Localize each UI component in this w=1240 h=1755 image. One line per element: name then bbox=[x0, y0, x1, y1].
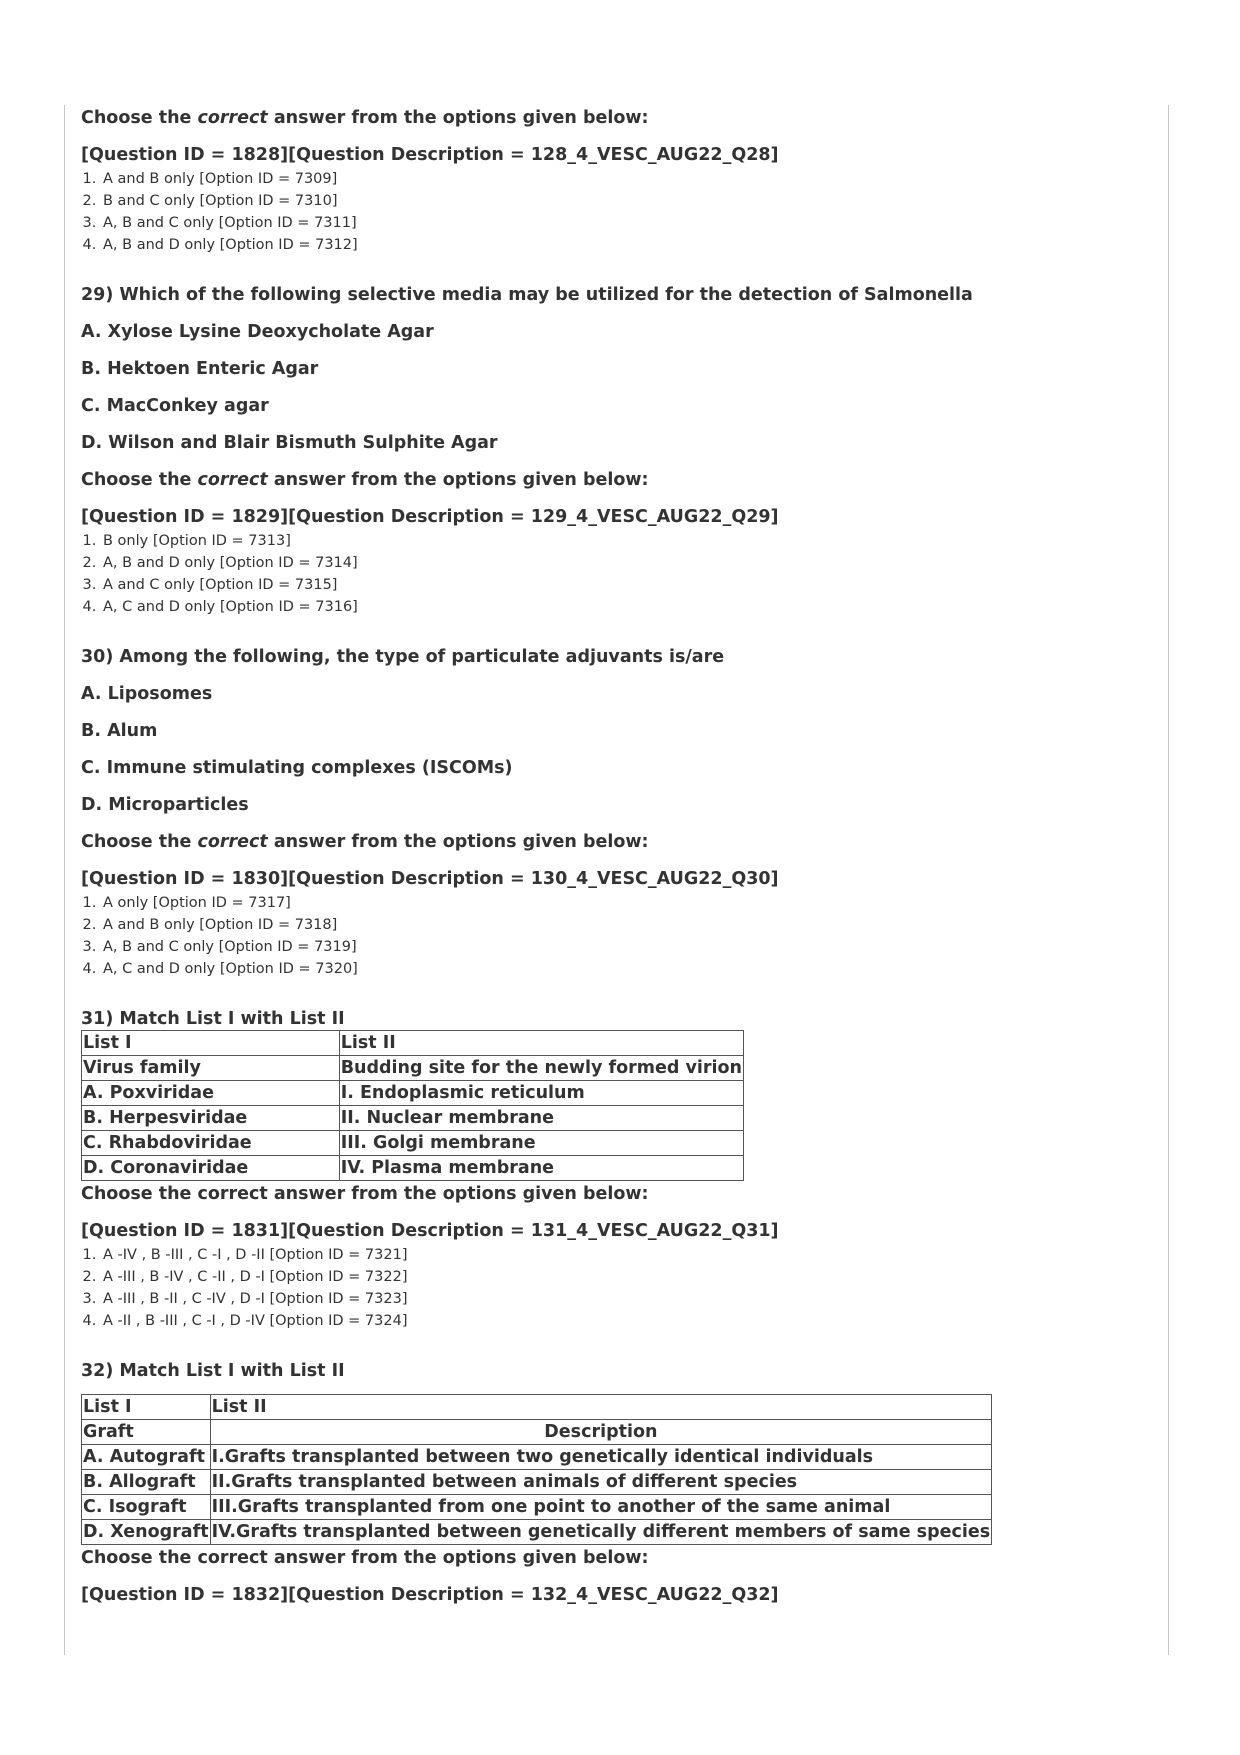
table-cell: List I bbox=[82, 1031, 340, 1056]
statement: C. Immune stimulating complexes (ISCOMs) bbox=[81, 758, 513, 778]
options-list bbox=[74, 892, 1154, 980]
option: 1. A -IV , B -III , C -I , D -II [Option ID = 7321] bbox=[101, 1244, 1154, 1266]
option: 2. A, B and D only [Option ID = 7314] bbox=[101, 552, 1154, 574]
table-row bbox=[82, 1131, 744, 1156]
table-cell: I.Grafts transplanted between two genetically identical individuals bbox=[210, 1445, 992, 1470]
table-cell: List I bbox=[82, 1395, 211, 1420]
option: 1. B only [Option ID = 7313] bbox=[101, 530, 1154, 552]
option: 4. A -II , B -III , C -I , D -IV [Option ID = 7324] bbox=[101, 1310, 1154, 1332]
options-list bbox=[74, 530, 1154, 618]
table-cell: A. Autograft bbox=[82, 1445, 211, 1470]
table-cell: List II bbox=[339, 1031, 743, 1056]
table-cell: Graft bbox=[82, 1420, 211, 1445]
table-cell: B. Allograft bbox=[82, 1470, 211, 1495]
table-row bbox=[82, 1520, 992, 1545]
table-row bbox=[82, 1106, 744, 1131]
table-cell: Budding site for the newly formed virion bbox=[339, 1056, 743, 1081]
table-cell: I. Endoplasmic reticulum bbox=[339, 1081, 743, 1106]
table-row bbox=[82, 1395, 992, 1420]
table-row bbox=[82, 1470, 992, 1495]
table-row bbox=[82, 1031, 744, 1056]
table-cell: Virus family bbox=[82, 1056, 340, 1081]
left-border bbox=[64, 105, 65, 1655]
option: 3. A, B and C only [Option ID = 7311] bbox=[101, 212, 1154, 234]
table-cell: Description bbox=[210, 1420, 992, 1445]
statement: C. MacConkey agar bbox=[81, 396, 269, 416]
statement: A. Xylose Lysine Deoxycholate Agar bbox=[81, 322, 434, 342]
statement: B. Alum bbox=[81, 721, 158, 741]
option: 3. A and C only [Option ID = 7315] bbox=[101, 574, 1154, 596]
choose-instruction: Choose the correct answer from the options given below: bbox=[81, 108, 649, 128]
choose-instruction: Choose the correct answer from the options given below: bbox=[81, 832, 649, 852]
question-id: [Question ID = 1831][Question Description = 131_4_VESC_AUG22_Q31] bbox=[81, 1221, 779, 1241]
options-list bbox=[74, 1244, 1154, 1332]
option: 1. A only [Option ID = 7317] bbox=[101, 892, 1154, 914]
options-list bbox=[74, 168, 1154, 256]
option: 2. B and C only [Option ID = 7310] bbox=[101, 190, 1154, 212]
table-cell: IV. Plasma membrane bbox=[339, 1156, 743, 1181]
question-id: [Question ID = 1830][Question Description = 130_4_VESC_AUG22_Q30] bbox=[81, 869, 779, 889]
option: 4. A, B and D only [Option ID = 7312] bbox=[101, 234, 1154, 256]
table-cell: C. Rhabdoviridae bbox=[82, 1131, 340, 1156]
table-cell: II. Nuclear membrane bbox=[339, 1106, 743, 1131]
table-row bbox=[82, 1056, 744, 1081]
statement: A. Liposomes bbox=[81, 684, 213, 704]
statement: D. Microparticles bbox=[81, 795, 249, 815]
table-cell: A. Poxviridae bbox=[82, 1081, 340, 1106]
table-row bbox=[82, 1156, 744, 1181]
choose-instruction: Choose the correct answer from the options given below: bbox=[81, 1548, 649, 1568]
right-border bbox=[1168, 105, 1169, 1655]
table-cell: List II bbox=[210, 1395, 992, 1420]
table-row bbox=[82, 1420, 992, 1445]
option: 2. A and B only [Option ID = 7318] bbox=[101, 914, 1154, 936]
table-cell: D. Xenograft bbox=[82, 1520, 211, 1545]
table-cell: B. Herpesviridae bbox=[82, 1106, 340, 1131]
table-cell: IV.Grafts transplanted between genetically different members of same species bbox=[210, 1520, 992, 1545]
option: 1. A and B only [Option ID = 7309] bbox=[101, 168, 1154, 190]
table-cell: III.Grafts transplanted from one point to another of the same animal bbox=[210, 1495, 992, 1520]
table-cell: C. Isograft bbox=[82, 1495, 211, 1520]
table-row bbox=[82, 1445, 992, 1470]
table-cell: III. Golgi membrane bbox=[339, 1131, 743, 1156]
question-id: [Question ID = 1832][Question Description = 132_4_VESC_AUG22_Q32] bbox=[81, 1585, 779, 1605]
question-title: 29) Which of the following selective media may be utilized for the detection of Salmonella bbox=[81, 285, 973, 305]
option: 4. A, C and D only [Option ID = 7316] bbox=[101, 596, 1154, 618]
question-id: [Question ID = 1829][Question Description = 129_4_VESC_AUG22_Q29] bbox=[81, 507, 779, 527]
document-body bbox=[74, 107, 1154, 1608]
question-title: 32) Match List I with List II bbox=[81, 1361, 345, 1381]
match-table bbox=[81, 1030, 744, 1181]
table-cell: D. Coronaviridae bbox=[82, 1156, 340, 1181]
question-title: 31) Match List I with List II bbox=[81, 1009, 345, 1029]
table-cell: II.Grafts transplanted between animals of different species bbox=[210, 1470, 992, 1495]
choose-instruction: Choose the correct answer from the options given below: bbox=[81, 1184, 649, 1204]
option: 4. A, C and D only [Option ID = 7320] bbox=[101, 958, 1154, 980]
option: 3. A, B and C only [Option ID = 7319] bbox=[101, 936, 1154, 958]
table-row bbox=[82, 1081, 744, 1106]
option: 2. A -III , B -IV , C -II , D -I [Option ID = 7322] bbox=[101, 1266, 1154, 1288]
question-id: [Question ID = 1828][Question Description = 128_4_VESC_AUG22_Q28] bbox=[81, 145, 779, 165]
statement: D. Wilson and Blair Bismuth Sulphite Agar bbox=[81, 433, 498, 453]
choose-instruction: Choose the correct answer from the options given below: bbox=[81, 470, 649, 490]
match-table bbox=[81, 1394, 992, 1545]
table-row bbox=[82, 1495, 992, 1520]
option: 3. A -III , B -II , C -IV , D -I [Option ID = 7323] bbox=[101, 1288, 1154, 1310]
question-title: 30) Among the following, the type of particulate adjuvants is/are bbox=[81, 647, 725, 667]
statement: B. Hektoen Enteric Agar bbox=[81, 359, 319, 379]
